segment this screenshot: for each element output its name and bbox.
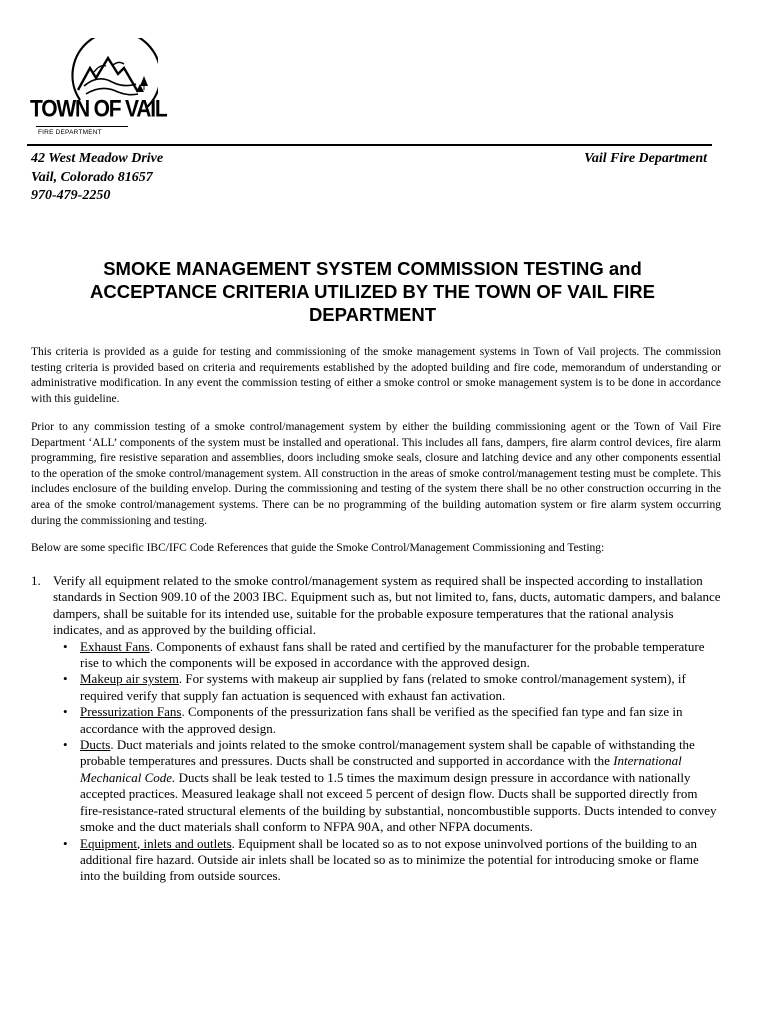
- intro-paragraph: This criteria is provided as a guide for testing and commissioning of the smoke management systems in Town of Vail projects. The commission testing criteria is provided based on criteria and requirements established by the adopted building and fire code, memorandum of understanding or administrative modification. In any event the commission testing of either a smoke control or smoke management system is to be done in accordance with this guideline.: [31, 346, 721, 405]
- list-item-text: Verify all equipment related to the smoke control/management system as required shall be inspected according to installation standards in Section 909.10 of the 2003 IBC. Equipment such as, but not limited to, fans, ducts, automatic dampers, and balance dampers, shall be suitable for its intended use, suitable for the probable exposure temperatures that the rational analysis indicates, and as approved by the building official.: [53, 573, 721, 638]
- bullet-italic-reference: International Mechanical Code.: [80, 753, 682, 785]
- code-references-paragraph: Below are some specific IBC/IFC Code References that guide the Smoke Control/Management Commissioning and Testing:: [31, 542, 605, 554]
- bullet-icon: •: [63, 835, 68, 851]
- header-divider: [27, 144, 712, 146]
- bullet-text: . For systems with makeup air supplied by fans (related to smoke control/management system), if required verify that supply fan actuation is sequenced with exhaust fan activation.: [80, 671, 686, 703]
- bullet-item-exhaust-fans: [59, 639, 721, 672]
- address-city: Vail, Colorado 81657: [31, 169, 153, 185]
- list-item-number: 1.: [31, 573, 41, 588]
- document-title: SMOKE MANAGEMENT SYSTEM COMMISSION TESTING and ACCEPTANCE CRITERIA UTILIZED BY THE TOWN OF VAIL FIRE DEPARTMENT: [90, 258, 655, 325]
- address-block: [31, 150, 163, 206]
- bullet-item-equipment-inlets-outlets: [59, 836, 721, 885]
- bullet-item-pressurization-fans: [59, 704, 721, 737]
- logo-divider: [36, 126, 128, 127]
- bullet-list: [59, 639, 721, 885]
- list-item: [31, 573, 721, 639]
- bullet-item-makeup-air: [59, 671, 721, 704]
- bullet-heading: Ducts: [80, 737, 111, 753]
- address-phone: 970-479-2250: [31, 188, 111, 203]
- bullet-heading: Makeup air system: [80, 671, 179, 687]
- bullet-text: . Equipment shall be located so as to not expose uninvolved portions of the building to an additional fire hazard. Outside air inlets shall be located so as to minimize the potential for introducing smoke or flame into the building from outside sources.: [80, 835, 699, 884]
- bullet-item-ducts: [59, 737, 721, 835]
- bullet-text: . Components of exhaust fans shall be rated and certified by the manufacturer for the probable temperature rise to which the components will be exposed in accordance with the approved design.: [80, 638, 705, 671]
- bullet-heading: Exhaust Fans: [80, 638, 150, 654]
- bullet-text: . Components of the pressurization fans shall be verified as the specified fan type and fan size in accordance with the approved design.: [80, 704, 683, 736]
- department-name: Vail Fire Department: [584, 151, 707, 166]
- town-of-vail-logo: [28, 38, 167, 142]
- logo-subtitle: FIRE DEPARTMENT: [38, 129, 102, 136]
- bullet-heading: Equipment, inlets and outlets: [80, 835, 232, 851]
- bullet-heading: Pressurization Fans: [80, 704, 182, 720]
- bullet-icon: •: [63, 638, 68, 654]
- address-street: 42 West Meadow Drive: [31, 151, 164, 166]
- numbered-list: [31, 573, 721, 885]
- bullet-text: . Duct materials and joints related to the smoke control/management system shall be capable of withstanding the probable temperatures and pressures. Ducts shall be constructed and supported in accordance with the: [80, 737, 695, 769]
- bullet-text-continued: Ducts shall be leak tested to 1.5 times the maximum design pressure in accordance with nationally accepted practices. Measured leakage shall not exceed 5 percent of design flow. Ducts shall be supported directly from fire-resistance-rated structural elements of the building by substantial, noncombustible supports. Ducts intended to convey smoke and the duct materials shall conform to NFPA 90A, and other NFPA documents.: [80, 769, 717, 835]
- bullet-icon: •: [63, 671, 68, 687]
- bullet-icon: •: [63, 737, 68, 753]
- logo-town-name: TOWN OF VAIL: [30, 96, 167, 123]
- prerequisites-paragraph: Prior to any commission testing of a smoke control/management system by either the building commissioning agent or the Town of Vail Fire Department ‘ALL’ components of the system must be installed and operational. This includes all fans, dampers, fire alarm control devices, fire alarm programming, fire resistive separation and assemblies, doors including smoke seals, closure and latching device and any other components essential to the operation of the smoke control/management system. All construction in the areas of smoke control/management testing must be complete. This includes enclosure of the building envelop. During the commissioning and testing of the system there shall be no other construction occurring in the area of the smoke control/management systems. There can be no programming of the building automation system or fire alarm system occurring during the commissioning and testing.: [31, 421, 721, 527]
- bullet-icon: •: [63, 704, 68, 720]
